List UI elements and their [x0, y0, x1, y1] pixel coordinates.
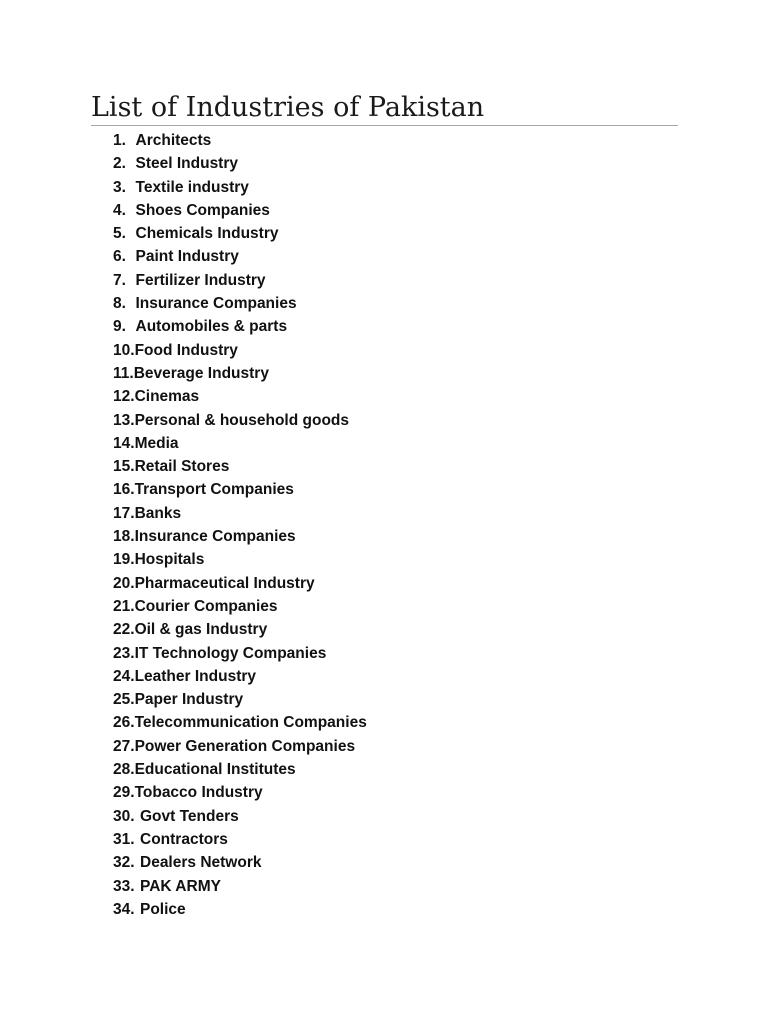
- list-item-label: Police: [140, 900, 186, 918]
- list-item-number: 3.: [113, 178, 126, 196]
- list-item-number: 17.: [113, 504, 135, 522]
- list-item-label: Shoes Companies: [135, 201, 270, 219]
- list-item-number: 2.: [113, 155, 126, 173]
- list-item: [113, 665, 367, 688]
- list-item-label: Media: [134, 434, 179, 452]
- list-item: [113, 199, 367, 222]
- page-title: List of Industries of Pakistan: [91, 92, 485, 123]
- list-item-number: 6.: [113, 248, 126, 266]
- list-item: [113, 875, 367, 898]
- list-item: [113, 642, 367, 665]
- list-item: [113, 245, 367, 268]
- list-item-label: Steel Industry: [135, 155, 238, 173]
- list-item-number: 34.: [113, 900, 135, 918]
- list-item-label: Power Generation Companies: [134, 737, 356, 755]
- list-item-label: Automobiles & parts: [135, 318, 288, 336]
- list-item-label: Transport Companies: [134, 481, 294, 499]
- list-item-label: Personal & household goods: [134, 411, 349, 429]
- list-item-number: 16.: [113, 481, 135, 499]
- list-item: [113, 618, 367, 641]
- list-item-label: Paper Industry: [134, 691, 244, 709]
- list-item-label: Oil & gas Industry: [134, 621, 268, 639]
- list-item: [113, 805, 367, 828]
- list-item-label: Courier Companies: [134, 597, 278, 615]
- list-item: [113, 222, 367, 245]
- list-item-label: Educational Institutes: [134, 761, 296, 779]
- list-item: [113, 548, 367, 571]
- list-item-label: Textile industry: [135, 178, 249, 196]
- list-item: [113, 339, 367, 362]
- list-item: [113, 688, 367, 711]
- list-item-label: Insurance Companies: [135, 295, 297, 313]
- list-item-number: 13.: [113, 411, 135, 429]
- list-item: [113, 315, 367, 338]
- list-item-number: 19.: [113, 551, 135, 569]
- list-item-label: Insurance Companies: [134, 528, 296, 546]
- list-item-label: Food Industry: [134, 341, 238, 359]
- list-item-number: 18.: [113, 528, 135, 546]
- list-item: [113, 385, 367, 408]
- list-item-label: Telecommunication Companies: [134, 714, 367, 732]
- list-item-number: 15.: [113, 458, 135, 476]
- list-item-number: 21.: [113, 597, 135, 615]
- list-item-label: Tobacco Industry: [134, 784, 263, 802]
- list-item: [113, 735, 367, 758]
- list-item-label: Banks: [134, 504, 182, 522]
- list-item-number: 28.: [113, 761, 135, 779]
- list-item-number: 1.: [113, 132, 126, 149]
- list-item: [113, 525, 367, 548]
- list-item-label: IT Technology Companies: [134, 644, 327, 662]
- list-item-number: 24.: [113, 667, 135, 685]
- list-item: [113, 781, 367, 804]
- list-item-label: Architects: [135, 132, 212, 149]
- list-item-label: Retail Stores: [134, 458, 230, 476]
- list-item-number: 11.: [113, 364, 134, 382]
- list-item-number: 25.: [113, 691, 135, 709]
- list-item: [113, 758, 367, 781]
- list-item: [113, 595, 367, 618]
- list-item: [113, 851, 367, 874]
- list-item-number: 5.: [113, 225, 126, 243]
- list-item-number: 9.: [113, 318, 126, 336]
- list-item-number: 14.: [113, 434, 135, 452]
- industry-list: [113, 129, 367, 921]
- list-item-number: 23.: [113, 644, 135, 662]
- list-item-label: Paint Industry: [135, 248, 239, 266]
- list-item-label: Hospitals: [134, 551, 205, 569]
- list-item-label: PAK ARMY: [140, 877, 221, 895]
- list-item-number: 26.: [113, 714, 135, 732]
- list-item: [113, 152, 367, 175]
- list-item: [113, 502, 367, 525]
- list-item-label: Cinemas: [134, 388, 200, 406]
- list-item-number: 31.: [113, 830, 135, 848]
- list-item-number: 4.: [113, 201, 126, 219]
- list-item-number: 8.: [113, 295, 126, 313]
- list-item-label: Beverage Industry: [133, 364, 269, 382]
- list-item: [113, 572, 367, 595]
- list-item-label: Govt Tenders: [140, 807, 239, 825]
- list-item-number: 29.: [113, 784, 135, 802]
- list-item-label: Chemicals Industry: [135, 225, 279, 243]
- list-item: [113, 828, 367, 851]
- list-item-number: 32.: [113, 854, 135, 872]
- list-item-number: 22.: [113, 621, 135, 639]
- list-item: [113, 898, 367, 921]
- list-item: [113, 129, 367, 152]
- list-item-number: 20.: [113, 574, 135, 592]
- list-item-number: 30.: [113, 807, 135, 825]
- list-item: [113, 292, 367, 315]
- list-item-label: Leather Industry: [134, 667, 257, 685]
- list-item: [113, 362, 367, 385]
- list-item: [113, 176, 367, 199]
- list-item-number: 12.: [113, 388, 135, 406]
- list-item: [113, 455, 367, 478]
- list-item-label: Dealers Network: [140, 854, 262, 872]
- list-item-number: 7.: [113, 271, 126, 289]
- list-item-label: Pharmaceutical Industry: [134, 574, 315, 592]
- list-item: [113, 432, 367, 455]
- list-item-number: 33.: [113, 877, 135, 895]
- list-item: [113, 269, 367, 292]
- list-item: [113, 409, 367, 432]
- list-item-label: Fertilizer Industry: [135, 271, 266, 289]
- list-item: [113, 711, 367, 734]
- list-item-number: 10.: [113, 341, 135, 359]
- list-item: [113, 478, 367, 501]
- list-item-number: 27.: [113, 737, 135, 755]
- list-item-label: Contractors: [140, 830, 228, 848]
- title-divider: [91, 125, 678, 126]
